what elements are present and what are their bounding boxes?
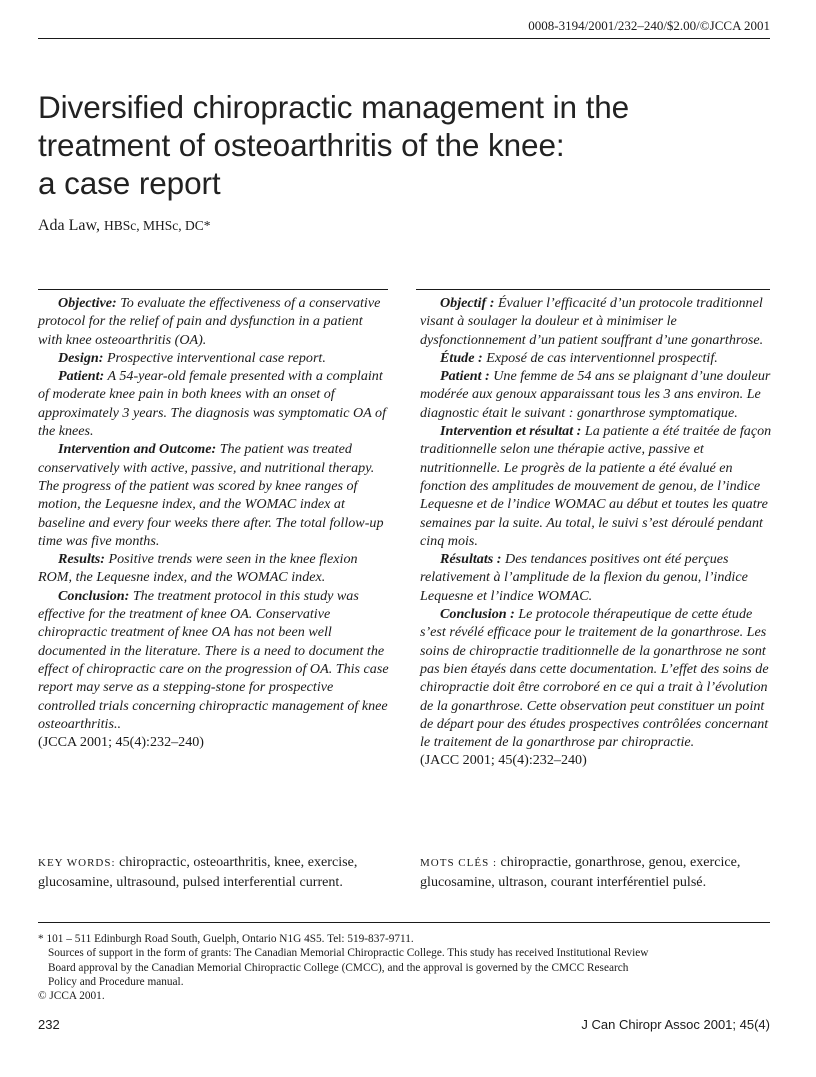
header-rule <box>38 38 770 39</box>
keywords-fr-label: MOTS CLÉS : <box>420 857 498 869</box>
abstract-fr-top-rule <box>416 289 770 290</box>
journal-citation: J Can Chiropr Assoc 2001; 45(4) <box>581 1017 770 1032</box>
abstract-en <box>38 294 390 751</box>
abstract-en-design <box>38 349 390 367</box>
design-text: Prospective interventional case report. <box>106 349 326 366</box>
intervention-label: Intervention and Outcome: <box>58 441 217 458</box>
keywords-en-text: chiropractic, osteoarthritis, knee, exercise, glucosamine, ultrasound, pulsed interferential current. <box>38 854 358 890</box>
abstract-fr-intervention <box>420 422 772 550</box>
abstract-fr-conclusion <box>420 605 772 751</box>
abstract-en-conclusion <box>38 587 390 733</box>
intervention-fr-label: Intervention et résultat : <box>440 423 582 440</box>
conclusion-fr-text: Le protocole thérapeutique de cette étude s’est révélé efficace pour le traitement de la gonarthrose. Les soins de chiropractie traditionnelle de la gonarthrose ne sont pas bien étayés dans cette documentation. L’effet des soins de chiropractie doit être corroboré en ce qui a trait à l’évolution de la gonarthrose. Cette observation peut constituer un point de départ pour des études prospectives contrôlées concernant le traitement de la gonarthrose par chiropractie. <box>420 606 769 751</box>
footnote <box>38 932 658 1003</box>
footnote-copyright: © JCCA 2001. <box>38 990 105 1003</box>
abstract-en-results <box>38 550 390 587</box>
objectif-label: Objectif : <box>440 295 495 311</box>
abstract-en-top-rule <box>38 289 388 290</box>
keywords-en <box>38 853 388 891</box>
patient-text: A 54-year-old female presented with a complaint of moderate knee pain in both knees with an onset of approximately 3 years. The diagnosis was symptomatic OA of the knees. <box>38 368 387 440</box>
footnote-support: Sources of support in the form of grants: The Canadian Memorial Chiropractic College. This study has received Institutional Review Board approval by the Canadian Memorial Chiropractic College (CMCC), and the approval is governed by the CMCC Research Policy and Procedure manual. <box>48 947 649 988</box>
objective-label: Objective: <box>58 295 117 311</box>
abstract-fr <box>420 294 772 770</box>
abstract-fr-patient <box>420 367 772 422</box>
conclusion-label: Conclusion: <box>58 587 130 604</box>
patient-label: Patient: <box>58 368 105 385</box>
intervention-text: The patient was treated conservatively with active, passive, and nutritional therapy. The progress of the patient was scored by knee ranges of motion, the Lequesne index, and the WOMAC index at baseline and every four weeks there after. The total follow-up time was five months. <box>38 441 384 549</box>
title-line-2: treatment of osteoarthritis of the knee: <box>38 127 565 163</box>
abstract-en-intervention <box>38 440 390 550</box>
title-line-1: Diversified chiropractic management in the <box>38 89 630 125</box>
abstract-fr-objective <box>420 294 772 349</box>
keywords-bottom-rule <box>38 922 770 923</box>
intervention-fr-text: La patiente a été traitée de façon traditionnelle selon une thérapie active, passive et nutritionnelle. Le progrès de la patiente a été évalué en fonction des amplitudes de mouvement de genou, de l’indice Lequesne et de l’indice WOMAC au début et toutes les quatre semaines par la suite. Au total, le suivi s’est déroulé pendant cinq mois. <box>420 423 772 549</box>
keywords-fr-text: chiropractie, gonarthrose, genou, exercice, glucosamine, ultrason, courant interférentiel pulsé. <box>420 854 741 890</box>
results-label: Results: <box>58 551 105 568</box>
objectif-text: Évaluer l’efficacité d’un protocole traditionnel visant à soulager la douleur et à minimiser le dysfonctionnement d’un patient souffrant d’une gonarthrose. <box>420 295 764 348</box>
conclusion-fr-label: Conclusion : <box>440 606 515 623</box>
title-line-3: a case report <box>38 165 221 201</box>
author-line <box>38 217 211 235</box>
page-number: 232 <box>38 1017 60 1032</box>
resultats-label: Résultats : <box>440 551 502 568</box>
abstract-en-objective <box>38 294 390 349</box>
article-title <box>38 88 758 202</box>
abstract-en-citation: (JCCA 2001; 45(4):232–240) <box>38 734 204 751</box>
results-text: Positive trends were seen in the knee flexion ROM, the Lequesne index, and the WOMAC index. <box>38 551 358 586</box>
objective-text: To evaluate the effectiveness of a conservative protocol for the relief of pain and dysfunction in a patient with knee osteoarthritis (OA). <box>38 295 381 348</box>
author-name: Ada Law, <box>38 217 101 234</box>
design-label: Design: <box>58 349 104 366</box>
etude-label: Étude : <box>440 349 483 366</box>
patient-fr-text: Une femme de 54 ans se plaignant d’une douleur modérée aux genoux apparaissant tous les 3 ans environ. Le diagnostic était le suivant : gonarthrose symptomatique. <box>420 368 771 421</box>
footnote-address: * 101 – 511 Edinburgh Road South, Guelph, Ontario N1G 4S5. Tel: 519-837-9711. <box>38 933 414 945</box>
etude-text: Exposé de cas interventionnel prospectif. <box>486 349 718 366</box>
author-credentials: HBSc, MHSc, DC* <box>104 218 211 233</box>
journal-code: 0008-3194/2001/232–240/$2.00/©JCCA 2001 <box>528 18 770 33</box>
patient-fr-label: Patient : <box>440 368 490 385</box>
conclusion-text: The treatment protocol in this study was effective for the treatment of knee OA. Conservative chiropractic treatment of knee OA has not been well documented in the literature. There is a need to document the effect of chiropractic care on the progression of OA. This case report may serve as a stepping-stone for prospective controlled trials concerning chiropractic management of knee osteoarthritis.. <box>38 587 389 732</box>
abstract-en-patient <box>38 367 390 440</box>
abstract-fr-citation: (JACC 2001; 45(4):232–240) <box>420 752 587 769</box>
keywords-fr <box>420 853 772 891</box>
keywords-en-label: KEY WORDS: <box>38 857 116 869</box>
resultats-text: Des tendances positives ont été perçues relativement à l’amplitude de la flexion du genou, l’indice Lequesne et l’indice WOMAC. <box>420 551 748 604</box>
abstract-fr-design <box>420 349 772 367</box>
abstract-fr-results <box>420 550 772 605</box>
